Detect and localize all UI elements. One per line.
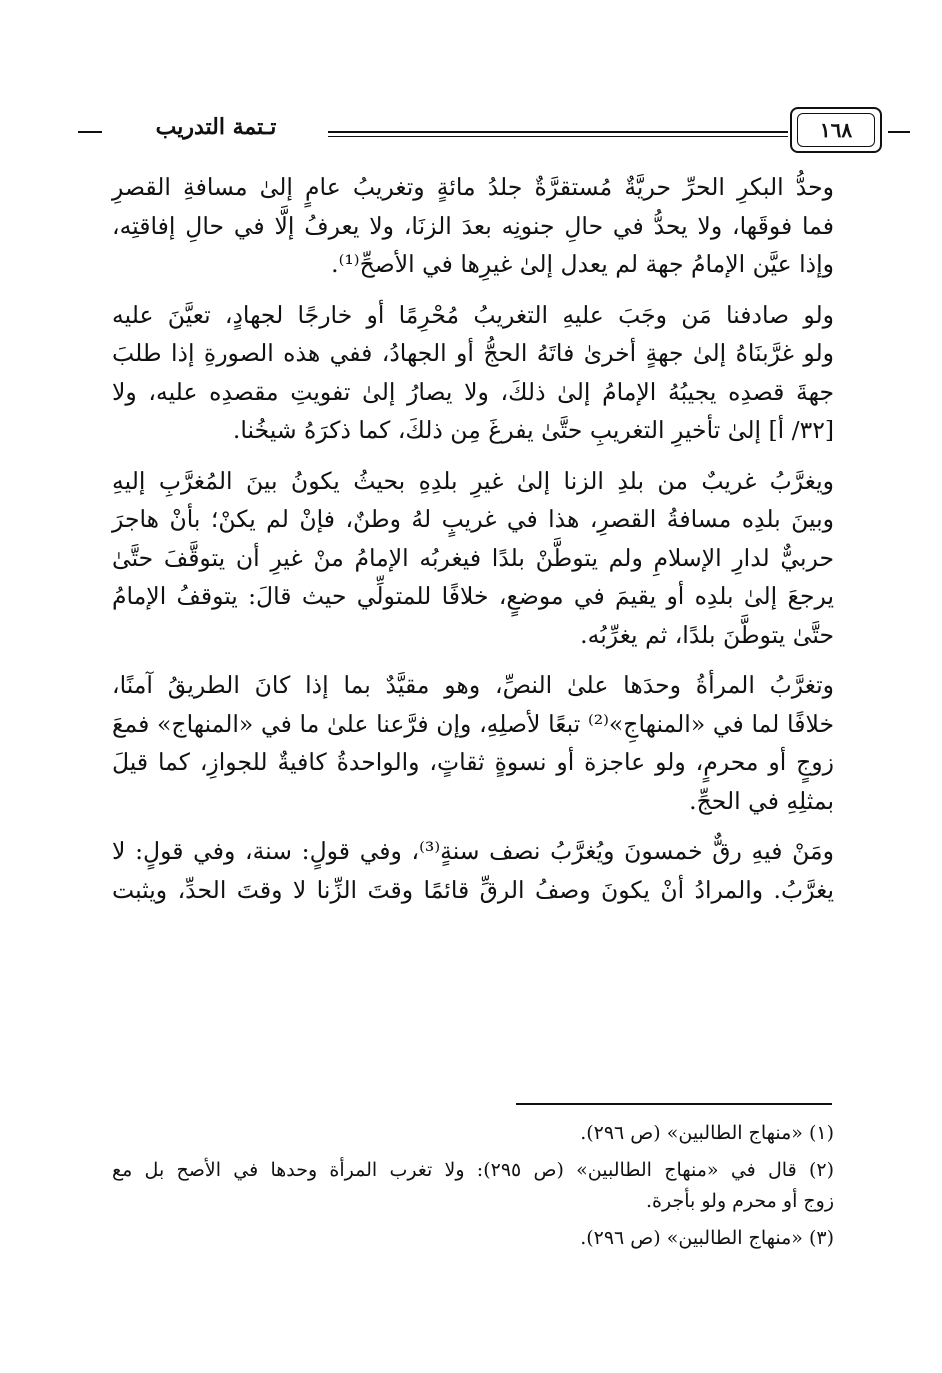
paragraph [112, 462, 834, 655]
footnote [112, 1155, 834, 1217]
paragraph [112, 168, 834, 284]
page-number: ١٦٨ [797, 113, 875, 147]
paragraph [112, 296, 834, 450]
footnote-line: زوج أو محرم ولو بأجرة. [646, 1190, 834, 1212]
footnote [112, 1118, 834, 1149]
text-line: زوجٍ أو محرمٍ، ولو عاجزة أو نسوةٍ ثقاتٍ، والواحدةُ كافيةٌ للجوازِ، كما قيلَ [112, 748, 834, 776]
footnote-line: (٣) «منهاج الطالبين» (ص ٢٩٦). [580, 1227, 834, 1249]
text-line: خلافًا لما في «المنهاجِ»⁽²⁾ تبعًا لأصلِهِ، وإن فرَّعنا علىٰ ما في «المنهاج» فمعَ [112, 709, 834, 738]
main-text [112, 168, 834, 921]
text-line: ومَنْ فيهِ رقٌّ خمسونَ ويُغرَّبُ نصف سنةٍ⁽³⁾، وفي قولٍ: سنة، وفي قولٍ: لا [112, 837, 834, 865]
header-rule-left [328, 131, 788, 133]
text-line: ولو صادفنا مَن وجَبَ عليهِ التغريبُ مُحْرِمًا أو خارجًا لجهادٍ، تعيَّنَ عليه [112, 300, 834, 329]
text-line: بمثلِهِ في الحجِّ. [689, 786, 834, 815]
header-rule-right [888, 131, 910, 133]
text-line: حتَّىٰ يتوطَّنَ بلدًا، ثم يغرِّبُه. [580, 620, 834, 649]
page-number-frame [790, 107, 882, 153]
text-line: يغرَّبُ. والمرادُ أنْ يكونَ وصفُ الرقِّ قائمًا وقتَ الزِّنا لا وقتَ الحدِّ، ويثبت [112, 875, 834, 904]
header-rule-left-thin [328, 136, 788, 137]
running-title: تـتمة التدريب [155, 114, 277, 140]
footnotes [112, 1118, 834, 1254]
paragraph [112, 832, 834, 909]
text-line: جهةَ قصدِه يجيبُهُ الإمامُ إلىٰ ذلكَ، ولا يصارُ إلىٰ تفويتِ مقصدِه عليه، ولا [112, 377, 834, 406]
text-line: وحدُّ البكرِ الحرِّ حريَّةٌ مُستقرَّةٌ جلدُ مائةٍ وتغريبُ عامٍ إلىٰ مسافةِ القصرِ [112, 173, 834, 201]
text-line: وبينَ بلدِه مسافةُ القصرِ، هذا في غريبٍ لهُ وطنٌ، فإنْ لم يكنْ؛ بأنْ هاجرَ [112, 505, 834, 533]
text-line: وتغرَّبُ المرأةُ وحدَها علىٰ النصِّ، وهو مقيَّدٌ بما إذا كانَ الطريقُ آمنًا، [112, 671, 834, 699]
page-header [78, 105, 853, 157]
text-line: فما فوقَها، ولا يحدُّ في حالِ جنونِه بعدَ الزنَا، ولا يعرفُ إلَّا في حالِ إفاقتِه، [112, 211, 834, 240]
header-rule-left-end [78, 131, 102, 133]
text-line: حربيٌّ لدارِ الإسلامِ ولم يتوطَّنْ بلدًا فيغربُه الإمامُ منْ غيرِ أن يتوقَّفَ حتَّىٰ [112, 543, 834, 572]
text-line: ولو غرَّبنَاهُ إلىٰ جهةٍ أخرىٰ فاتَهُ الحجُّ أو الجهادُ، ففي هذه الصورةِ إذا طلبَ [112, 339, 834, 367]
footnote-line: (١) «منهاج الطالبين» (ص ٢٩٦). [580, 1122, 834, 1144]
text-line: وإذا عيَّن الإمامُ جهة لم يعدل إلىٰ غيرِها في الأصحِّ⁽¹⁾. [331, 250, 834, 278]
text-line: يرجعَ إلىٰ بلدِه أو يقيمَ في موضعٍ، خلافًا للمتولِّي حيث قالَ: يتوقفُ الإمامُ [112, 582, 834, 610]
text-line: [٣٢/ أ] إلىٰ تأخيرِ التغريبِ حتَّىٰ يفرغَ مِن ذلكَ، كما ذكرَهُ شيخُنا. [232, 416, 834, 444]
text-line: ويغرَّبُ غريبٌ من بلدِ الزنا إلىٰ غيرِ بلدِهِ بحيثُ يكونُ بينَ المُغرَّبِ إليهِ [112, 466, 834, 495]
footnote-separator [516, 1103, 832, 1105]
footnote-line: (٢) قال في «منهاج الطالبين» (ص ٢٩٥): ولا تغرب المرأة وحدها في الأصح بل مع [112, 1159, 834, 1181]
paragraph [112, 666, 834, 820]
footnote [112, 1223, 834, 1254]
